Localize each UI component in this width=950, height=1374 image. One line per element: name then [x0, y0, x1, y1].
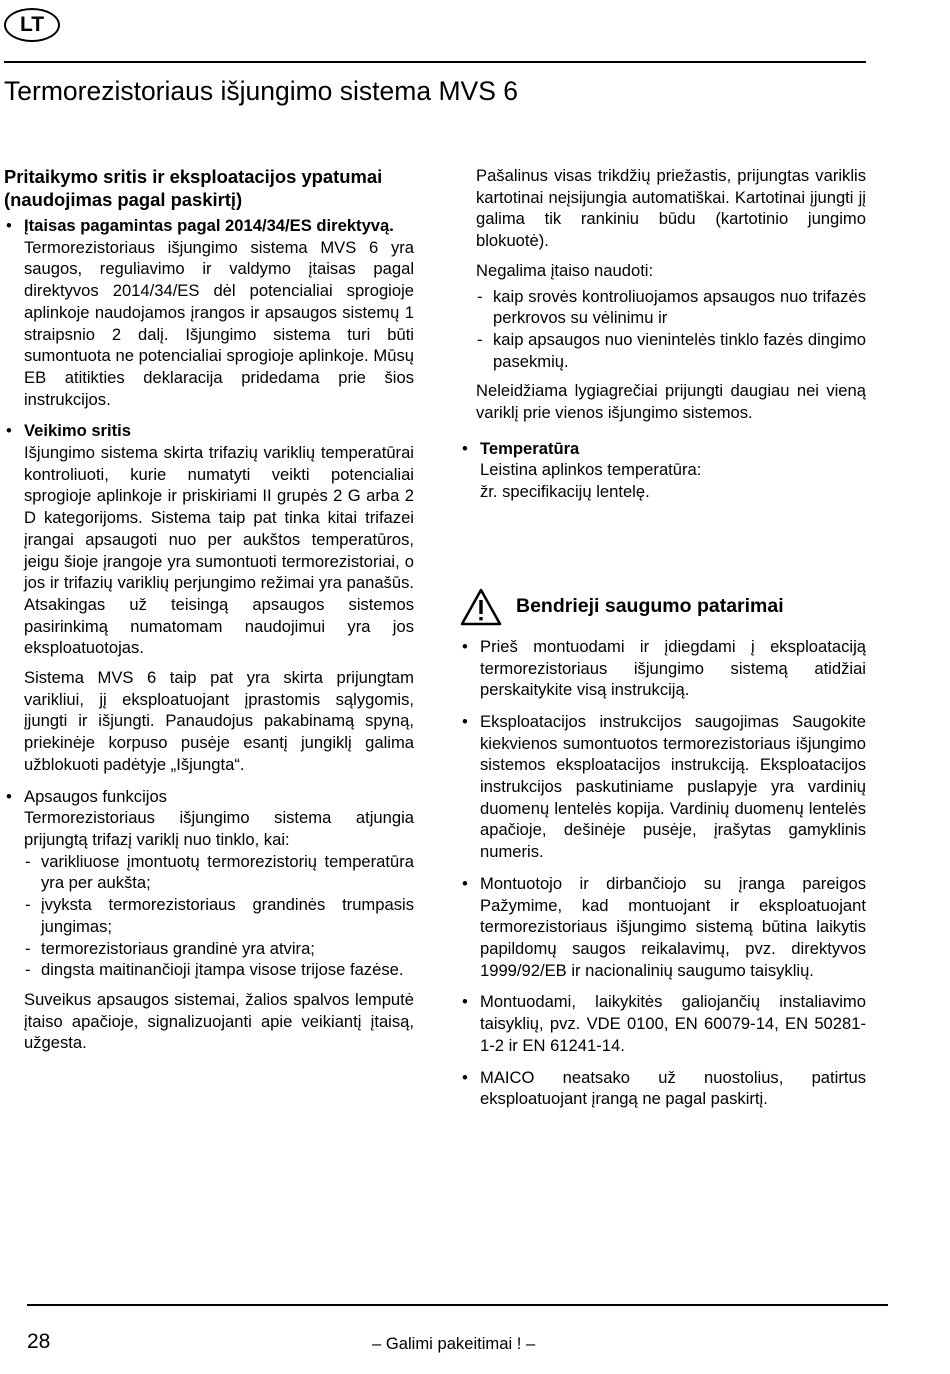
language-badge: [4, 8, 60, 42]
safety-bullet: • Prieš montuodami ir įdiegdami į eksploataciją termorezistoriaus išjungimo sistemą atidžiai perskaitykite visą instrukciją.: [460, 636, 866, 701]
page-number: 28: [27, 1330, 51, 1353]
bullet-text: Suveikus apsaugos sistemai, žalios spalvos lemputė įtaiso apačioje, signalizuojanti apie veikiantį įtaisą, užgesta.: [24, 989, 414, 1053]
bullet-text: Leistina aplinkos temperatūra:: [480, 460, 702, 480]
safety-bullet: • Eksploatacijos instrukcijos saugojimas Saugokite kiekvienos sumontuotos termorezistoriaus išjungimo sistemos eksploatacijos instrukciją. Eksploatacijos instrukcijos paskutiniame puslapyje yra vardinių duomenų lentelės kopija. Vardinių duomenų lentelės apačioje, dešinėje pusėje, įrašytas gamyklinis numeris.: [460, 711, 866, 863]
list-item: - kaip srovės kontroliuojamos apsaugos nuo trifazės perkrovos su vėlinimu ir: [476, 286, 866, 329]
safety-bullet: • Montuotojo ir dirbančiojo su įranga pareigos Pažymime, kad montuojant ir eksploatuojant termorezistoriaus išjungimo sistemą būtina laikytis papildomų saugos reikalavimų, pvz. direktyvos 1999/92/EB ir nacionalinių saugumo taisyklių.: [460, 873, 866, 982]
bottom-divider: [27, 1304, 888, 1306]
bullet-text: Išjungimo sistema skirta trifazių variklių temperatūrai kontroliuoti, kurie numatyti veikti potencialiai sprogioje aplinkoje ir priskiriami II grupės 2 G arba 2 D kategorijoms. Sistema taip pat tinka kitai trifazei įrangai apsaugoti nuo per aukštos temperatūros, jeigu šioje įrangoje yra sumontuoti termorezistoriai, o jos ir trifazių variklių perjungimo režimai yra panašūs. Atsakingas už teisingą apsaugos sistemos pasirinkimą numatomam naudojimui yra jos eksploatuotojas.: [24, 443, 414, 658]
list-item: - dingsta maitinančioji įtampa visose trijose fazėse.: [24, 959, 414, 981]
bullet-title: • Įtaisas pagamintas pagal 2014/34/ES direktyvą.: [24, 216, 394, 235]
warning-triangle-icon: [460, 588, 502, 626]
bullet-title: • Apsaugos funkcijos: [24, 786, 167, 806]
list-item: - įvyksta termorezistoriaus grandinės trumpasis jungimas;: [24, 894, 414, 937]
safety-heading-text: Bendrieji saugumo patarimai: [516, 594, 784, 617]
page-title: Termorezistoriaus išjungimo sistema MVS 6: [4, 76, 518, 106]
bullet-text: Termorezistoriaus išjungimo sistema atjungia prijungtą trifazį variklį nuo tinklo, kai:: [24, 808, 414, 849]
safety-bullet: • Montuodami, laikykitės galiojančių instaliavimo taisyklių, pvz. VDE 0100, EN 60079-14, EN 50281-1-2 ir EN 61241-14.: [460, 991, 866, 1056]
protection-list: [24, 851, 414, 981]
right-column: [460, 165, 866, 1120]
usage-restriction-list: [460, 286, 866, 373]
footer-note: – Galimi pakeitimai ! –: [372, 1334, 536, 1353]
bullet-protection: [4, 786, 414, 1054]
language-code: LT: [19, 13, 45, 36]
safety-heading: [460, 588, 866, 626]
list-item: - kaip apsaugos nuo vienintelės tinklo fazės dingimo pasekmių.: [476, 329, 866, 372]
section-heading: Pritaikymo sritis ir eksploatacijos ypatumai (naudojimas pagal paskirtį): [4, 166, 383, 210]
bullet-directive: [4, 215, 414, 410]
safety-bullet: • MAICO neatsako už nuostolius, patirtus eksploatuojant įrangą ne pagal paskirtį.: [460, 1067, 866, 1110]
left-column: [4, 165, 414, 1064]
bullet-title: • Veikimo sritis: [24, 421, 131, 441]
paragraph: Negalima įtaiso naudoti:: [476, 260, 654, 280]
bullet-scope: [4, 420, 414, 775]
list-item: - varikliuose įmontuotų termorezistorių temperatūra yra per aukšta;: [24, 851, 414, 894]
paragraph: Neleidžiama lygiagrečiai prijungti daugiau nei vieną variklį prie vienos išjungimo sistemos.: [476, 381, 866, 423]
list-item: - termorezistoriaus grandinė yra atvira;: [24, 938, 414, 960]
bullet-text: Termorezistoriaus išjungimo sistema MVS 6 yra saugos, reguliavimo ir valdymo įtaisas pagal direktyvos 2014/34/ES dėl potencialiai sprogioje aplinkoje naudojamos įrangos ir apsaugos sistemų 1 straipsnio 2 dalį. Išjungimo sistema turi būti sumontuota ne potencialiai sprogioje aplinkoje. Mūsų EB atitikties deklaracija pridedama prie šios instrukcijos.: [24, 237, 414, 409]
paragraph: Pašalinus visas trikdžių priežastis, prijungtas variklis kartotinai neįsijungia automatiškai. Kartotinai įjungti jį galima tik rankiniu būdu (kartotinio jungimo blokuotė).: [476, 166, 866, 251]
bullet-text: Sistema MVS 6 taip pat yra skirta prijungtam varikliui, jį eksploatuojant įprastomis sąlygomis, įjungti ir išjungti. Panaudojus pakabinamą spyną, priekinėje korpuso pusėje esantį jungiklį galima užblokuoti padėtyje „Išjungta“.: [24, 668, 414, 774]
bullet-title: • Temperatūra: [480, 438, 580, 458]
bullet-temperature: [460, 438, 866, 503]
bullet-text: žr. specifikacijų lentelę.: [480, 482, 650, 502]
top-divider: [4, 61, 866, 63]
